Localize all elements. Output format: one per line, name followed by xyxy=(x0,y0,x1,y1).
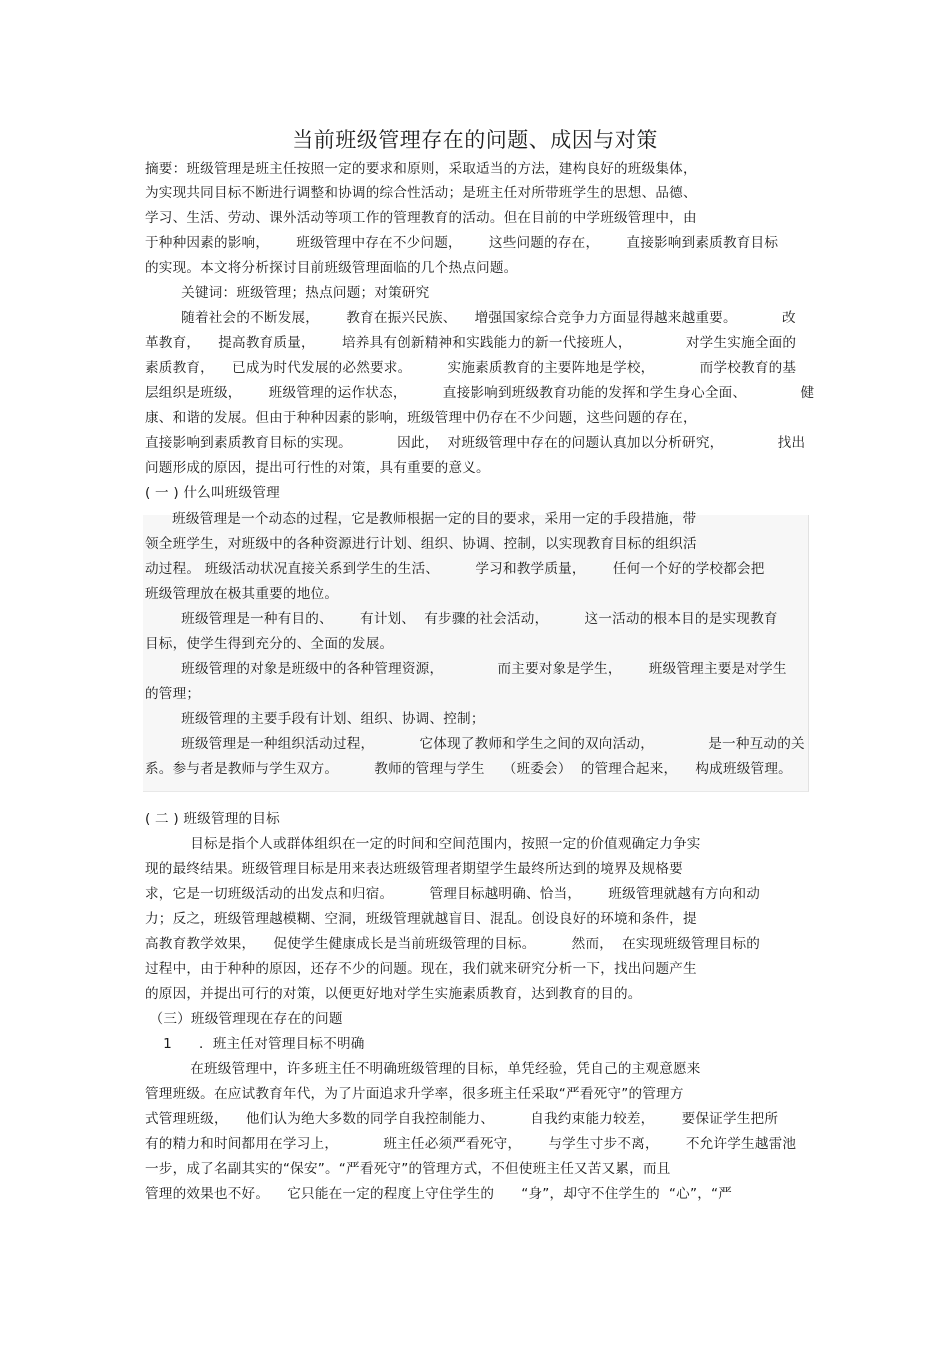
text-line: 班级管理是一种有目的、 有计划、 有步骤的社会活动， 这一活动的根本目的是实现教育 xyxy=(145,611,778,627)
text-line: 摘要：班级管理是班主任按照一定的要求和原则，采取适当的方法，建构良好的班级集体， xyxy=(145,161,697,177)
text-line: 管理的效果也不好。 它只能在一定的程度上守住学生的 “身”，却守不住学生的 “心”，“严 xyxy=(145,1186,733,1202)
text-line: 在班级管理中，许多班主任不明确班级管理的目标，单凭经验，凭自己的主观意愿来 xyxy=(145,1061,701,1077)
text-line: 于种种因素的影响， 班级管理中存在不少问题， 这些问题的存在， 直接影响到素质教育目标 xyxy=(145,235,779,251)
text-line: （三）班级管理现在存在的问题 xyxy=(145,1011,343,1027)
text-line: 过程中，由于种种的原因，还存不少的问题。现在，我们就来研究分析一下，找出问题产生 xyxy=(145,961,697,977)
text-line: ( 一 ) 什么叫班级管理 xyxy=(145,485,280,501)
text-line: 直接影响到素质教育目标的实现。 因此， 对班级管理中存在的问题认真加以分析研究， 找出 xyxy=(145,435,806,451)
text-line: 学习、生活、劳动、课外活动等项工作的管理教育的活动。但在目前的中学班级管理中，由 xyxy=(145,210,697,226)
text-line: 素质教育， 已成为时代发展的必然要求。 实施素质教育的主要阵地是学校， 而学校教育的基 xyxy=(145,360,797,376)
text-line: 式管理班级， 他们认为绝大多数的同学自我控制能力、 自我约束能力较差， 要保证学生把所 xyxy=(145,1111,779,1127)
text-line: 随着社会的不断发展， 教育在振兴民族、 增强国家综合竞争力方面显得越来越重要。 改 xyxy=(145,310,796,326)
text-line: 动过程。 班级活动状况直接关系到学生的生活、 学习和教学质量， 任何一个好的学校都会把 xyxy=(145,561,765,577)
text-line: 班级管理是一种组织活动过程， 它体现了教师和学生之间的双向活动， 是一种互动的关 xyxy=(145,736,805,752)
document-title: 当前班级管理存在的问题、成因与对策 xyxy=(292,128,658,152)
text-line: 班级管理放在极其重要的地位。 xyxy=(145,586,339,602)
text-line: 班级管理的对象是班级中的各种管理资源， 而主要对象是学生， 班级管理主要是对学生 xyxy=(145,661,787,677)
text-line: 问题形成的原因，提出可行性的对策，具有重要的意义。 xyxy=(145,460,490,476)
text-line: 一步，成了名副其实的“保安”。“严看死守”的管理方式，不但使班主任又苦又累，而且 xyxy=(145,1161,671,1177)
text-line: 的实现。本文将分析探讨目前班级管理面临的几个热点问题。 xyxy=(145,260,518,276)
text-line: 有的精力和时间都用在学习上， 班主任必须严看死守， 与学生寸步不离， 不允许学生越雷池 xyxy=(145,1136,797,1152)
text-line: 目标是指个人或群体组织在一定的时间和空间范围内，按照一定的价值观确定力争实 xyxy=(145,836,701,852)
text-line: 的管理； xyxy=(145,686,201,702)
text-line: 康、和谐的发展。但由于种种因素的影响，班级管理中仍存在不少问题，这些问题的存在， xyxy=(145,410,697,426)
text-line: 1 ．班主任对管理目标不明确 xyxy=(145,1036,365,1052)
text-line: 革教育， 提高教育质量， 培养具有创新精神和实践能力的新一代接班人， 对学生实施全面的 xyxy=(145,335,797,351)
text-line: 班级管理的主要手段有计划、组织、协调、控制； xyxy=(145,711,485,727)
text-line: ( 二 ) 班级管理的目标 xyxy=(145,811,280,827)
text-line: 关键词：班级管理；热点问题；对策研究 xyxy=(145,285,430,301)
text-line: 管理班级。在应试教育年代，为了片面追求升学率，很多班主任采取“严看死守”的管理方 xyxy=(145,1086,684,1102)
text-line: 系。参与者是教师与学生双方。 教师的管理与学生 （班委会） 的管理合起来， 构成班级管理。 xyxy=(145,761,792,777)
text-line: 目标，使学生得到充分的、全面的发展。 xyxy=(145,636,394,652)
text-line: 高教育教学效果， 促使学生健康成长是当前班级管理的目标。 然而， 在实现班级管理目标的 xyxy=(145,936,761,952)
text-line: 领全班学生，对班级中的各种资源进行计划、组织、协调、控制，以实现教育目标的组织活 xyxy=(145,536,697,552)
text-line: 求，它是一切班级活动的出发点和归宿。 管理目标越明确、恰当， 班级管理就越有方向和动 xyxy=(145,886,761,902)
text-line: 力；反之，班级管理越模糊、空洞，班级管理就越盲目、混乱。创设良好的环境和条件，提 xyxy=(145,911,697,927)
text-line: 为实现共同目标不断进行调整和协调的综合性活动；是班主任对所带班学生的思想、品德、 xyxy=(145,185,697,201)
text-line: 的原因，并提出可行的对策，以便更好地对学生实施素质教育，达到教育的目的。 xyxy=(145,986,642,1002)
text-line: 班级管理是一个动态的过程，它是教师根据一定的目的要求，采用一定的手段措施，带 xyxy=(145,511,697,527)
text-line: 层组织是班级， 班级管理的运作状态， 直接影响到班级教育功能的发挥和学生身心全面、 健 xyxy=(145,385,815,401)
text-line: 现的最终结果。班级管理目标是用来表达班级管理者期望学生最终所达到的境界及规格要 xyxy=(145,861,683,877)
